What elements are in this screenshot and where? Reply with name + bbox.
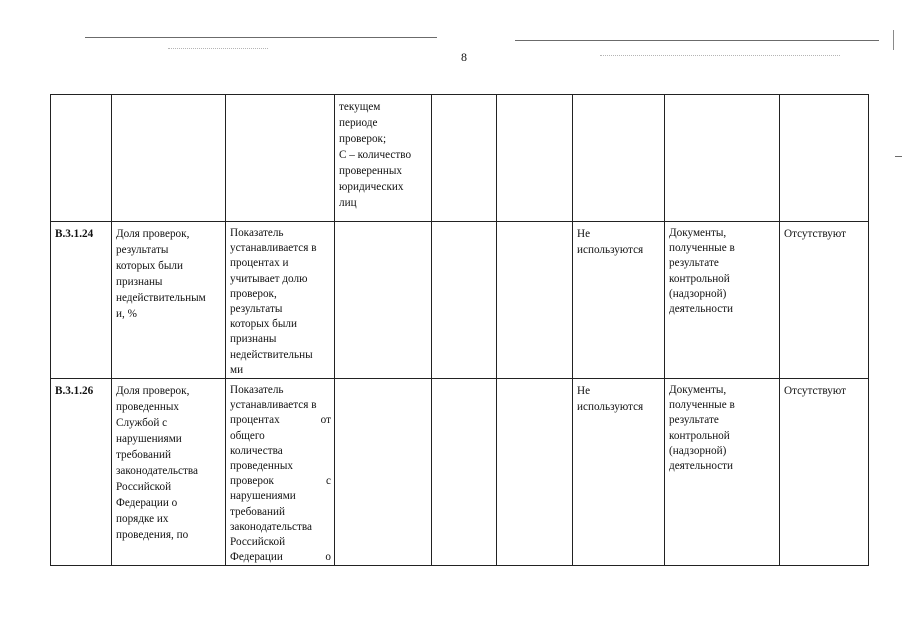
table-row <box>51 222 869 379</box>
cell-empty <box>497 379 573 566</box>
cell-empty <box>497 222 573 379</box>
indicator-formula-cell <box>335 222 432 379</box>
description-line: процентах от <box>230 414 331 427</box>
data-source-cell: Документы, полученные в результате контрольной (надзорной) деятельности <box>665 379 780 566</box>
description-line: Российской <box>230 536 286 549</box>
cell-empty <box>432 379 497 566</box>
usage-cell: Не используются <box>573 222 665 379</box>
data-source-cell: Документы, полученные в результате контрольной (надзорной) деятельности <box>665 222 780 379</box>
indicator-code-cell: В.3.1.26 <box>51 379 112 566</box>
description-line: нарушениями <box>230 490 296 503</box>
scan-artifact-line <box>895 156 902 157</box>
notes-cell: Отсутствуют <box>780 222 869 379</box>
notes-cell: Отсутствуют <box>780 379 869 566</box>
description-line: количества <box>230 444 283 457</box>
indicator-formula-cell <box>335 379 432 566</box>
indicators-table <box>50 94 869 566</box>
description-line: проверок с <box>230 475 331 488</box>
cell-empty <box>432 222 497 379</box>
scan-artifact-edge <box>893 30 894 50</box>
cell-empty <box>780 95 869 222</box>
scan-artifact-line <box>515 40 879 41</box>
description-line: Федерации о <box>230 551 331 564</box>
cell-empty <box>112 95 226 222</box>
scan-artifact-speck <box>600 55 840 56</box>
description-line: общего <box>230 429 265 442</box>
scan-artifact-speck <box>168 48 268 49</box>
description-line: проведенных <box>230 460 293 473</box>
cell-empty <box>497 95 573 222</box>
cell-empty <box>432 95 497 222</box>
description-line: устанавливается в <box>230 399 317 412</box>
cell-empty <box>226 95 335 222</box>
cell-empty <box>51 95 112 222</box>
cell-empty <box>573 95 665 222</box>
indicator-name-cell: Доля проверок, проведенных Службой с нарушениями требований законодательства Российской Федерации о порядке их проведения, по <box>112 379 226 566</box>
table-row-continued <box>51 95 869 222</box>
description-line: Показатель <box>230 384 284 397</box>
indicator-formula-cell: текущем периоде проверок; С – количество проверенных юридических лиц <box>335 95 432 222</box>
indicator-description-cell <box>226 379 335 566</box>
description-line: требований <box>230 505 285 518</box>
usage-cell: Не используются <box>573 379 665 566</box>
cell-empty <box>665 95 780 222</box>
description-line: законодательства <box>230 520 312 533</box>
scan-artifact-line <box>85 37 437 38</box>
indicator-code-cell: В.3.1.24 <box>51 222 112 379</box>
indicator-name-cell: Доля проверок, результаты которых были признаны недействительным и, % <box>112 222 226 379</box>
page-number: 8 <box>461 50 467 64</box>
indicator-description-cell: Показатель устанавливается в процентах и учитывает долю проверок, результаты которых были признаны недействительны ми <box>226 222 335 379</box>
table-row <box>51 379 869 566</box>
